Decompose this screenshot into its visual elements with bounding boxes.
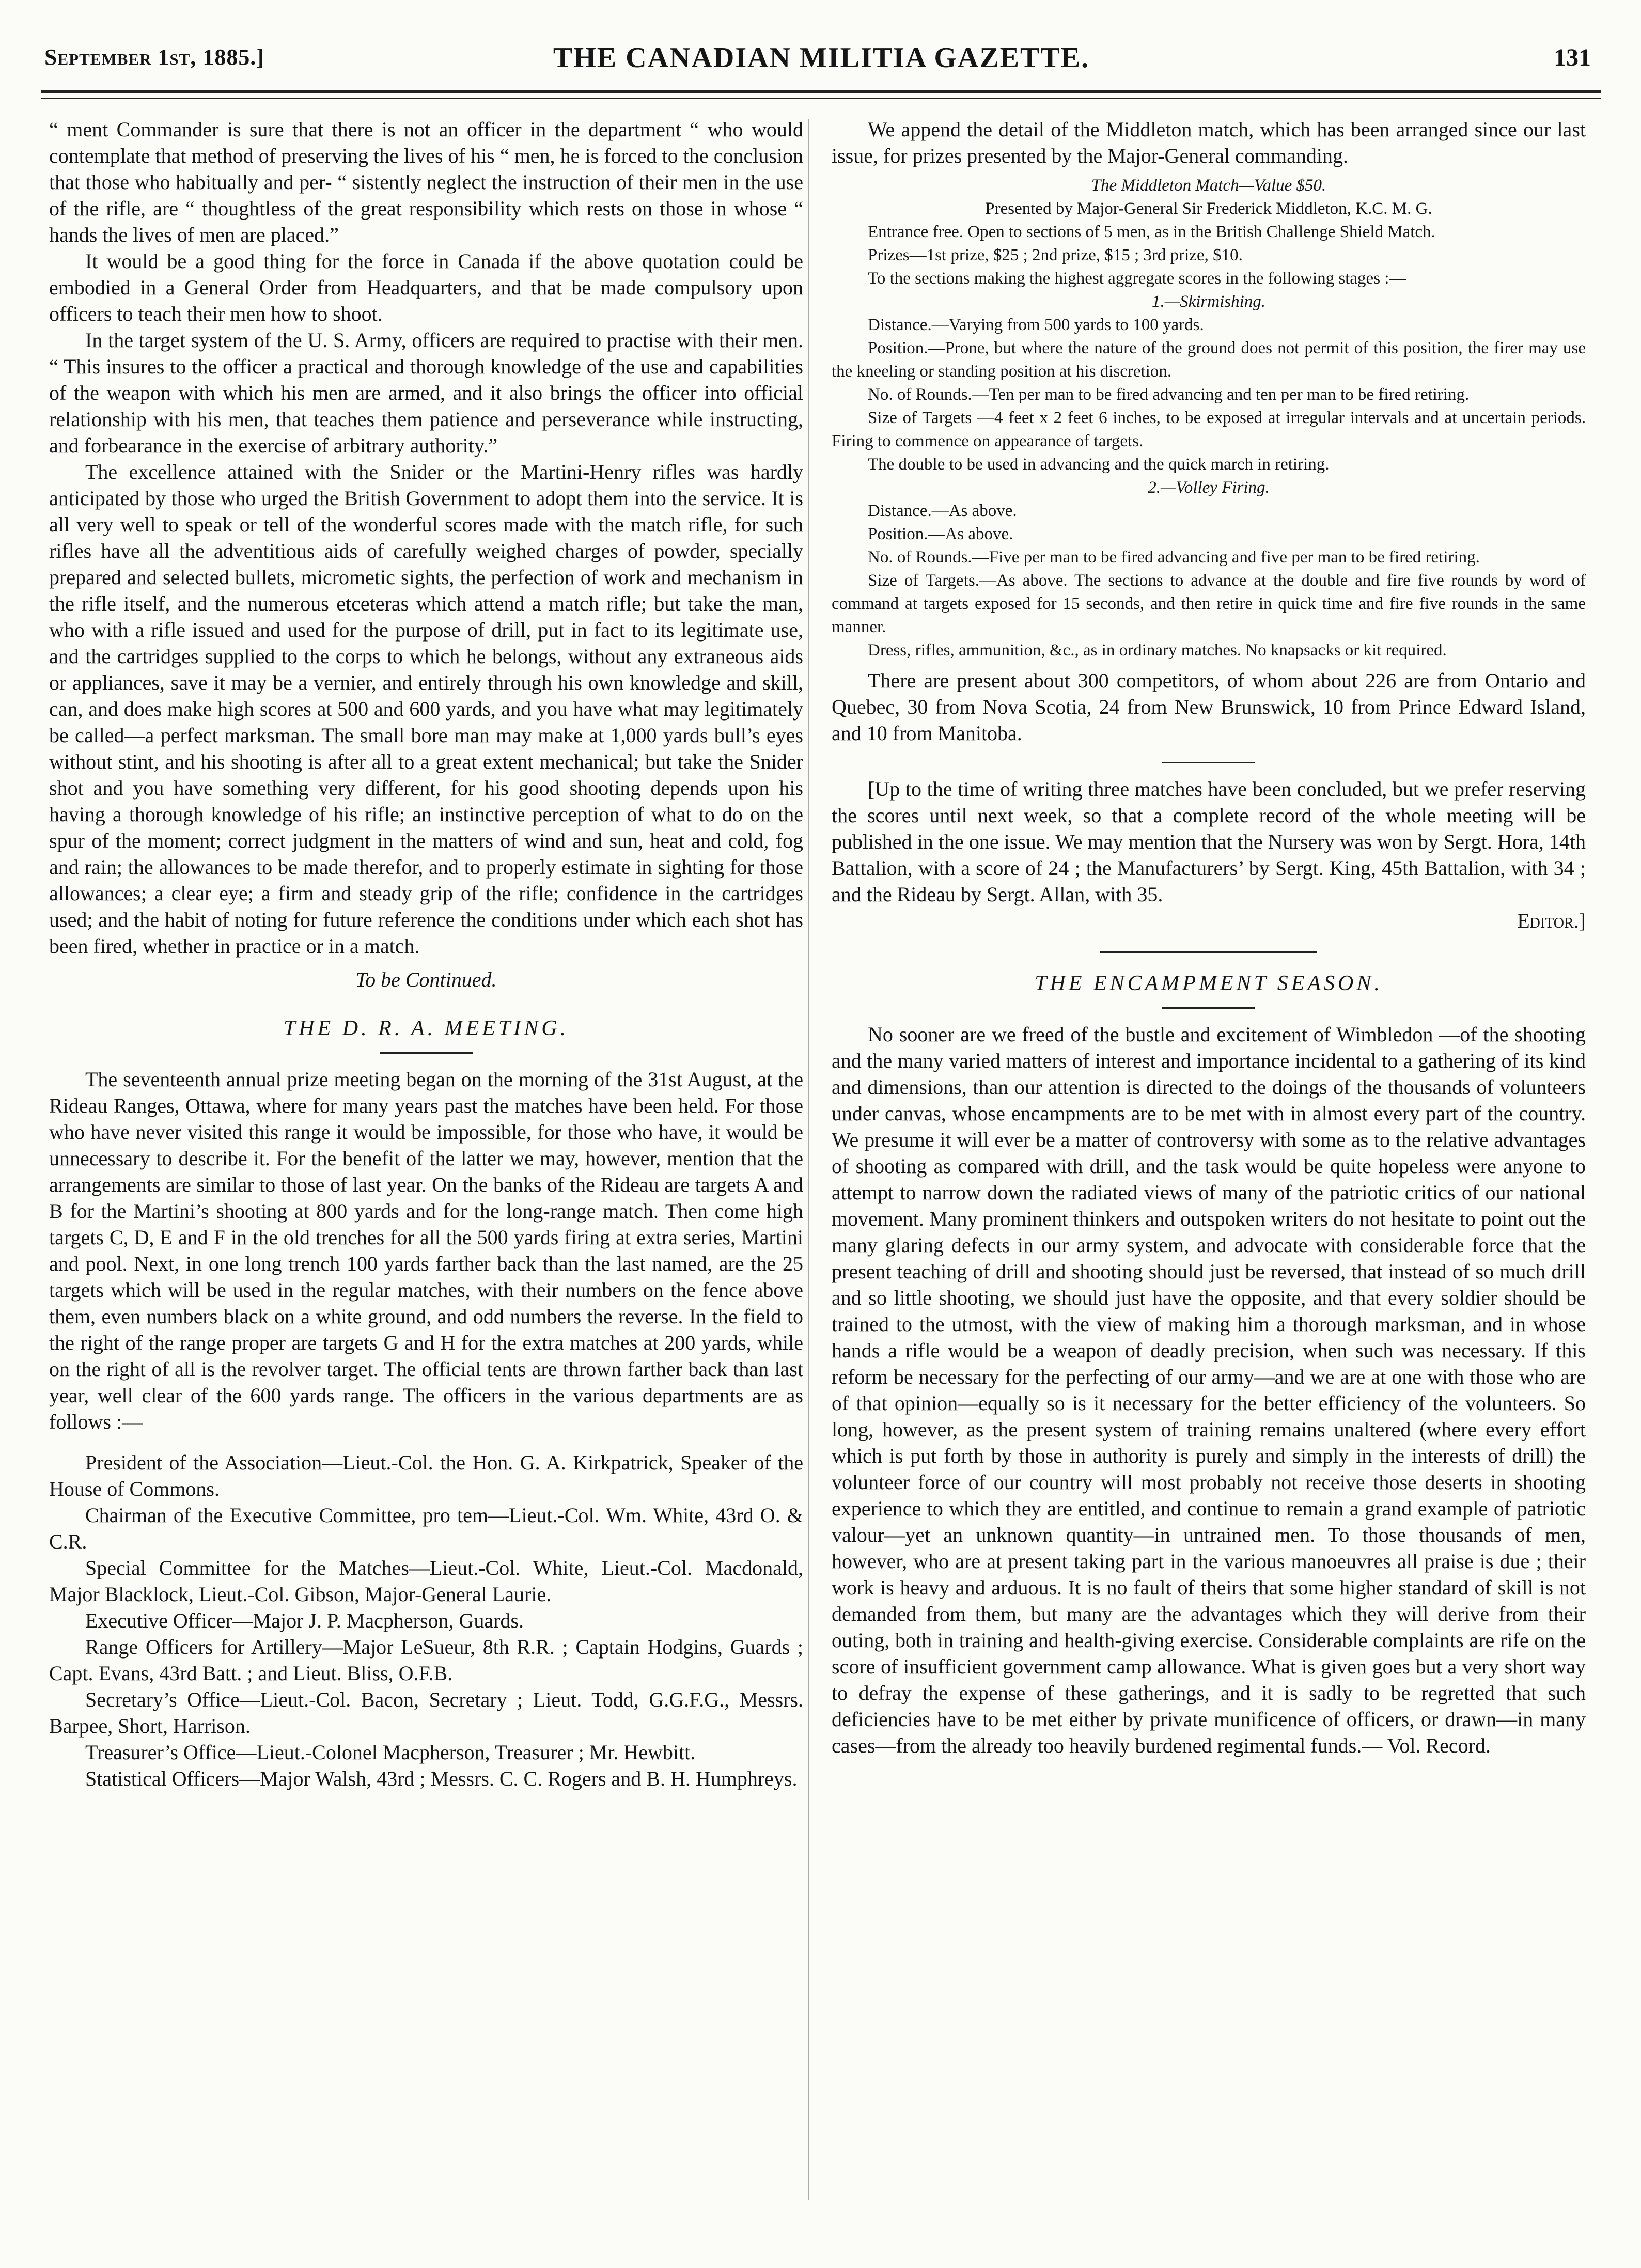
officer-entry: Statistical Officers—Major Walsh, 43rd ; Messrs. C. C. Rogers and B. H. Humphreys.	[85, 1767, 798, 1790]
editor-signature: Editor.]	[1517, 909, 1586, 932]
match-presenter: Presented by Major-General Sir Frederick Middleton, K.C. M. G.	[985, 199, 1432, 218]
officer-entry: Range Officers for Artillery—Major LeSueur, 8th R.R. ; Captain Hodgins, Guards ; Capt. Evans, 43rd Batt. ; and Lieut. Bliss, O.F.B.	[49, 1635, 803, 1685]
match-rule: Size of Targets.—As above. The sections to advance at the double and fire five rounds by word of command at targets exposed for 15 seconds, and then retire in quick time and fire five rounds in the same manner.	[832, 571, 1586, 636]
match-rule: Size of Targets —4 feet x 2 feet 6 inches, to be exposed at irregular intervals and at uncertain periods. Firing to commence on appearance of targets.	[832, 409, 1586, 450]
officer-entry: Chairman of the Executive Committee, pro tem—Lieut.-Col. Wm. White, 43rd O. & C.R.	[49, 1504, 803, 1553]
heading-rule	[380, 1052, 473, 1054]
issue-date: September 1st, 1885.]	[44, 44, 265, 70]
header-rule-thick	[41, 90, 1601, 93]
match-rule: Distance.—As above.	[868, 502, 1017, 520]
column-divider	[808, 119, 809, 2200]
match-title: The Middleton Match—Value $50.	[1091, 176, 1326, 195]
match-rule: Entrance free. Open to sections of 5 men, as in the British Challenge Shield Match.	[868, 223, 1435, 241]
officer-entry: President of the Association—Lieut.-Col. the Hon. G. A. Kirkpatrick, Speaker of the House of Commons.	[49, 1451, 803, 1500]
paragraph: The seventeenth annual prize meeting began on the morning of the 31st August, at the Rideau Ranges, Ottawa, where for many years past the matches have been held. For those who have never visited this range it would be impossible, for those who have, it would be unnecessary to describe it. For the benefit of the latter we may, however, mention that the arrangements are similar to those of last year. On the banks of the Rideau are targets A and B for the Martini’s shooting at 800 yards and for the long-range match. Then come high targets C, D, E and F in the old trenches for all the 500 yards firing at extra series, Martini and pool. Next, in one long trench 100 yards farther back than the last named, are the 25 targets which will be used in the regular matches, with their numbers on the fence above them, even numbers black on a white ground, and odd numbers the reverse. In the field to the right of the range proper are targets G and H for the extra matches at 200 yards, while on the right of all is the revolver target. The official tents are thrown farther back than last year, well clear of the 600 yards range. The officers in the various departments are as follows :—	[49, 1068, 803, 1433]
paragraph: In the target system of the U. S. Army, officers are required to practise with their men. “ This insures to the officer a practical and thorough knowledge of the use and capabilities of the weapon with which his men are armed, and it also brings the officer into official relationship with his men, that teaches them patience and perseverance while instructing, and forbearance in the exercise of arbitrary authority.”	[49, 329, 803, 457]
match-rule: No. of Rounds.—Five per man to be fired advancing and five per man to be fired retiring.	[868, 548, 1480, 567]
section-heading-encampment: THE ENCAMPMENT SEASON.	[1035, 972, 1383, 995]
paragraph: We append the detail of the Middleton match, which has been arranged since our last issue, for prizes presented by the Major-General commanding.	[832, 118, 1586, 167]
stage-heading: 2.—Volley Firing.	[1148, 478, 1270, 497]
officer-entry: Special Committee for the Matches—Lieut.-Col. White, Lieut.-Col. Macdonald, Major Blacklock, Lieut.-Col. Gibson, Major-General Laurie.	[49, 1556, 803, 1606]
section-heading-dra: THE D. R. A. MEETING.	[283, 1016, 569, 1040]
continued-note: To be Continued.	[355, 968, 497, 991]
left-column	[49, 116, 803, 1792]
heading-rule	[1162, 1007, 1255, 1009]
match-rule: To the sections making the highest aggregate scores in the following stages :—	[868, 269, 1406, 288]
match-rule: The double to be used in advancing and the quick march in retiring.	[868, 455, 1330, 474]
paragraph: The excellence attained with the Snider or the Martini-Henry rifles was hardly anticipated by those who urged the British Government to adopt them into the service. It is all very well to speak or tell of the wonderful scores made with the match rifle, for such rifles have all the adventitious aids of carefully weighed charges of powder, specially prepared and selected bullets, micrometic sights, the perfection of work and mechanism in the rifle itself, and the numerous etceteras which attend a match rifle; but take the man, who with a rifle issued and used for the purpose of drill, put in fact to its legitimate use, and the cartridges supplied to the corps to which he belongs, without any extraneous aids or appliances, save it may be a vernier, and entirely through his own knowledge and skill, can, and does make high scores at 500 and 600 yards, and you have what may legitimately be called—a perfect marksman. The small bore man may make at 1,000 yards bull’s eyes without stint, and his shooting is after all to a great extent mechanical; but take the Snider shot and you have something very different, for his good shooting depends upon his having a thorough knowledge of his rifle; an instinctive perception of what to do on the spur of the moment; correct judgment in the matters of wind and sun, heat and cold, fog and rain; the allowances to be made therefor, and to properly estimate in sighting for those allowances; a clear eye; a firm and steady grip of the rifle; confidence in the cartridges used; and the habit of noting for future reference the conditions under which each shot has been fired, whether in practice or in a match.	[49, 460, 803, 958]
paragraph: No sooner are we freed of the bustle and excitement of Wimbledon —of the shooting and the many varied matters of interest and importance incidental to a gathering of its kind and dimensions, than our attention is directed to the doings of the thousands of volunteers under canvas, whose encampments are to be met with in almost every part of the country. We presume it will ever be a matter of controversy with some as to the relative advantages of shooting as compared with drill, and the task would be quite hopeless were anyone to attempt to narrow down the radiated views of many of the patriotic critics of our national movement. Many prominent thinkers and outspoken writers do not hesitate to point out the many glaring defects in our army system, and advocate with considerable force that the present teaching of drill and shooting should just be reversed, that instead of so much drill and so little shooting, we should just have the opposite, and that every soldier should be trained to the utmost, with the view of making him a thorough marksman, and in whose hands a rifle would be a weapon of deadly precision, when such was necessary. If this reform be necessary for the perfecting of our army—and we are at one with those who are of that opinion—equally so is it necessary for the better efficiency of the volunteers. So long, however, as the present system of training remains unaltered (where every effort which is put forth by those in authority is purely and simply in the interests of drill) the volunteer force of our country will most probably not receive those deserts in shooting experience to which they are entitled, and continue to remain a grand example of patriotic valour—yet an unknown quantity—in untrained men. To those thousands of men, however, who are at present taking part in the various manoeuvres all praise is due ; their work is heavy and arduous. It is no fault of theirs that some higher standard of skill is not demanded from them, but many are the advantages which they will derive from their outing, both in training and health-giving exercise. Considerable complaints are rife on the score of insufficient government camp allowance. What is given goes but a very short way to defray the expense of these gatherings, and it is sadly to be regretted that such deficiencies have to be met either by private munificence of officers, or drawn—in many cases—from the already too heavily burdened regimental funds.— Vol. Record.	[832, 1023, 1586, 1757]
quote-paragraph: “ ment Commander is sure that there is not an officer in the department “ who would contemplate that method of preserving the lives of his “ men, he is forced to the conclusion that those who habitually and per- “ sistently neglect the instruction of their men in the use of the rifle, are “ thoughtless of the great responsibility which rests on those in whose “ hands the lives of men are placed.”	[49, 118, 803, 246]
match-rule: Dress, rifles, ammunition, &c., as in ordinary matches. No knapsacks or kit required.	[868, 641, 1447, 660]
match-rule: Prizes—1st prize, $25 ; 2nd prize, $15 ; 3rd prize, $10.	[868, 246, 1243, 264]
section-rule	[1100, 951, 1317, 953]
match-rule: Position.—Prone, but where the nature of the ground does not permit of this position, the firer may use the kneeling or standing position at his discretion.	[832, 339, 1586, 381]
match-rule: Distance.—Varying from 500 yards to 100 yards.	[868, 316, 1204, 334]
page-number: 131	[1554, 44, 1591, 71]
page-header	[41, 26, 1601, 98]
officer-entry: Treasurer’s Office—Lieut.-Colonel Macpherson, Treasurer ; Mr. Hewbitt.	[85, 1741, 696, 1764]
spacer	[49, 1435, 803, 1449]
officer-entry: Secretary’s Office—Lieut.-Col. Bacon, Secretary ; Lieut. Todd, G.G.F.G., Messrs. Barpee, Short, Harrison.	[49, 1688, 803, 1738]
officer-entry: Executive Officer—Major J. P. Macpherson, Guards.	[85, 1609, 524, 1632]
newspaper-title: THE CANADIAN MILITIA GAZETTE.	[553, 42, 1090, 74]
right-column	[832, 116, 1586, 1759]
section-rule	[1162, 762, 1255, 763]
paragraph: It would be a good thing for the force in Canada if the above quotation could be embodied in a General Order from Headquarters, and that be made compulsory upon officers to teach their men how to shoot.	[49, 249, 803, 325]
paragraph: There are present about 300 competitors, of whom about 226 are from Ontario and Quebec, 30 from Nova Scotia, 24 from New Brunswick, 10 from Prince Edward Island, and 10 from Manitoba.	[832, 669, 1586, 745]
match-rule: Position.—As above.	[868, 525, 1013, 543]
match-rule: No. of Rounds.—Ten per man to be fired advancing and ten per man to be fired retiring.	[868, 385, 1470, 404]
editor-note: [Up to the time of writing three matches have been concluded, but we prefer reserving the scores until next week, so that a complete record of the whole meeting will be published in the one issue. We may mention that the Nursery was won by Sergt. Hora, 14th Battalion, with a score of 24 ; the Manufacturers’ by Sergt. King, 45th Battalion, with 34 ; and the Rideau by Sergt. Allan, with 35.	[832, 777, 1586, 906]
stage-heading: 1.—Skirmishing.	[1151, 292, 1265, 311]
header-rule-thin	[41, 98, 1601, 99]
